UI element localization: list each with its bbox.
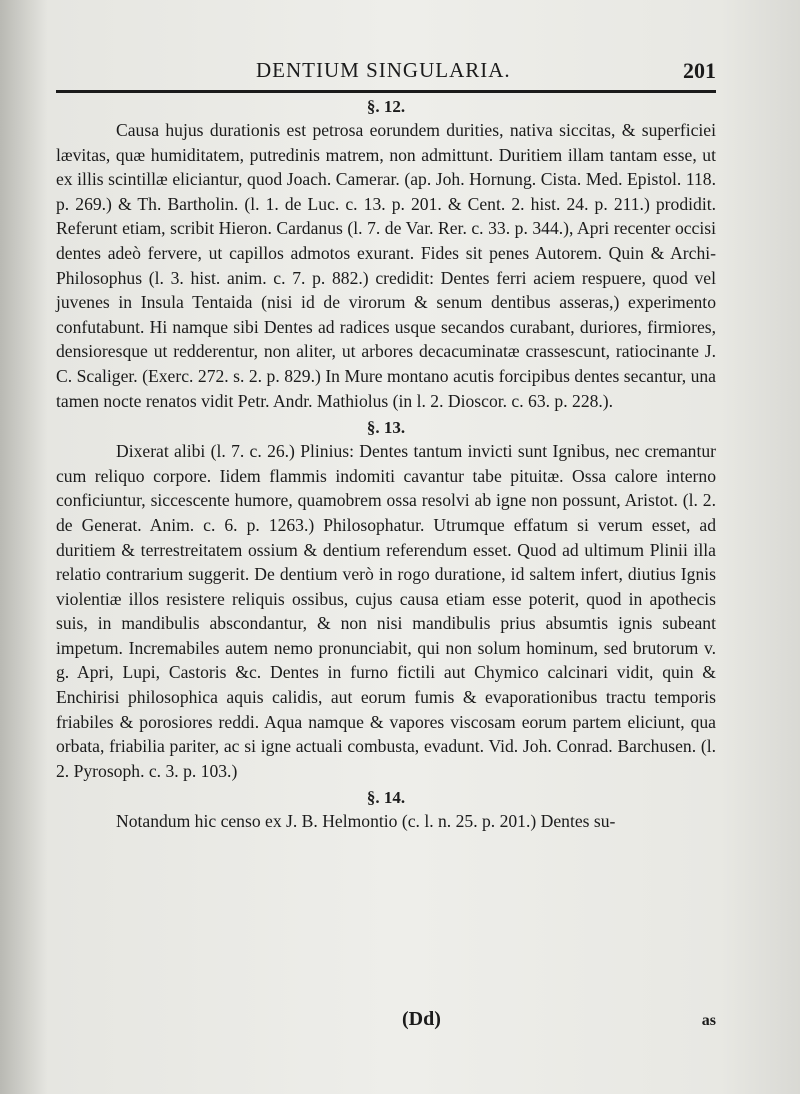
page-header bbox=[56, 52, 716, 92]
section-13 bbox=[56, 417, 716, 783]
section-mark: §. 14. bbox=[366, 788, 406, 808]
catchword: as bbox=[701, 1012, 716, 1029]
body-text bbox=[56, 96, 716, 834]
header-rule bbox=[56, 90, 716, 93]
paragraph: Causa hujus durationis est petrosa eorundem durities, nativa siccitas, & superficiei lævitas, quæ humiditatem, putredinis matrem, non admittunt. Duritiem illam tantam esse, ut ex illis scintillæ eliciantur, quod Joach. Camerar. (ap. Joh. Hornung. Cista. Med. Epistol. 118. p. 269.) & Th. Bartholin. (l. 1. de Luc. c. 13. p. 201. & Cent. 2. hist. 24. p. 211.) prodidit. Referunt etiam, scribit Hieron. Cardanus (l. 7. de Var. Rer. c. 33. p. 344.), Apri recenter occisi dentes adeò fervere, ut capillos admotos exurant. Fides sit penes Autorem. Quin & Archi-Philosophus (l. 3. hist. anim. c. 7. p. 882.) credidit: Dentes ferri aciem respuere, quod vel juvenes in Insula Tentaida (nisi id de virorum & senum dentibus asseras,) experimento confutabunt. Hi namque sibi Dentes ad radices usque secandos curabant, duriores, firmiores, densioresque ut redderentur, non aliter, ut arbores decacuminatæ crassescunt, ratiocinante J. C. Scaliger. (Exerc. 272. s. 2. p. 829.) In Mure montano acutis forcipibus dentes secantur, una tamen nocte renatos vidit Petr. Andr. Mathiolus (in l. 2. Dioscor. c. 63. p. 228.). bbox=[56, 120, 716, 411]
page-footer bbox=[56, 1008, 716, 1038]
running-title: DENTIUM SINGULARIA. bbox=[256, 58, 511, 82]
section-mark: §. 12. bbox=[366, 97, 406, 116]
page-number: 201 bbox=[683, 58, 716, 83]
paragraph: Dixerat alibi (l. 7. c. 26.) Plinius: Dentes tantum invicti sunt Ignibus, nec cremantur cum reliquo corpore. Iidem flammis indomiti cavantur tabe pituitæ. Ossa calore interno conficiuntur, siccescente humore, quamobrem ossa resolvi ab igne non possunt, Aristot. (l. 2. de Generat. Anim. c. 6. p. 1263.) Philosophatur. Utrumque effatum si verum esset, ad duritiem & terrestreitatem ossium & dentium referendum esset. Quod ad ultimum Plinii illa relatio contrarium suggerit. De dentium verò in rogo duratione, id saltem infert, diutius Ignis violentiæ illos resistere reliquis ossibus, cujus causa etiam esse poterit, quod in apothecis suis, in mandibulis abscondantur, & non nisi mandibulis prius absumtis ignis subeant impetum. Incremabiles autem nemo pronunciabit, qui non solum hominum, sed brutorum v. g. Apri, Lupi, Castoris &c. Dentes in furno fictili aut Chymico calcinari vidit, quin & Enchirisi philosophica aquis calidis, aut eorum fumis & evaporationibus tractu temporis friabiles & porosiores reddi. Aqua namque & vapores viscosam eorum partem eliciunt, qua orbata, friabilia pariter, ac si igne actuali combusta, evadunt. Vid. Joh. Conrad. Barchusen. (l. 2. Pyrosoph. c. 3. p. 103.) bbox=[56, 441, 716, 781]
section-mark: §. 13. bbox=[366, 418, 406, 438]
section-14 bbox=[56, 787, 716, 834]
signature-mark: (Dd) bbox=[402, 1008, 441, 1030]
paragraph: Notandum hic censo ex J. B. Helmontio (c. l. n. 25. p. 201.) Dentes su- bbox=[116, 811, 616, 832]
section-12 bbox=[56, 96, 716, 413]
